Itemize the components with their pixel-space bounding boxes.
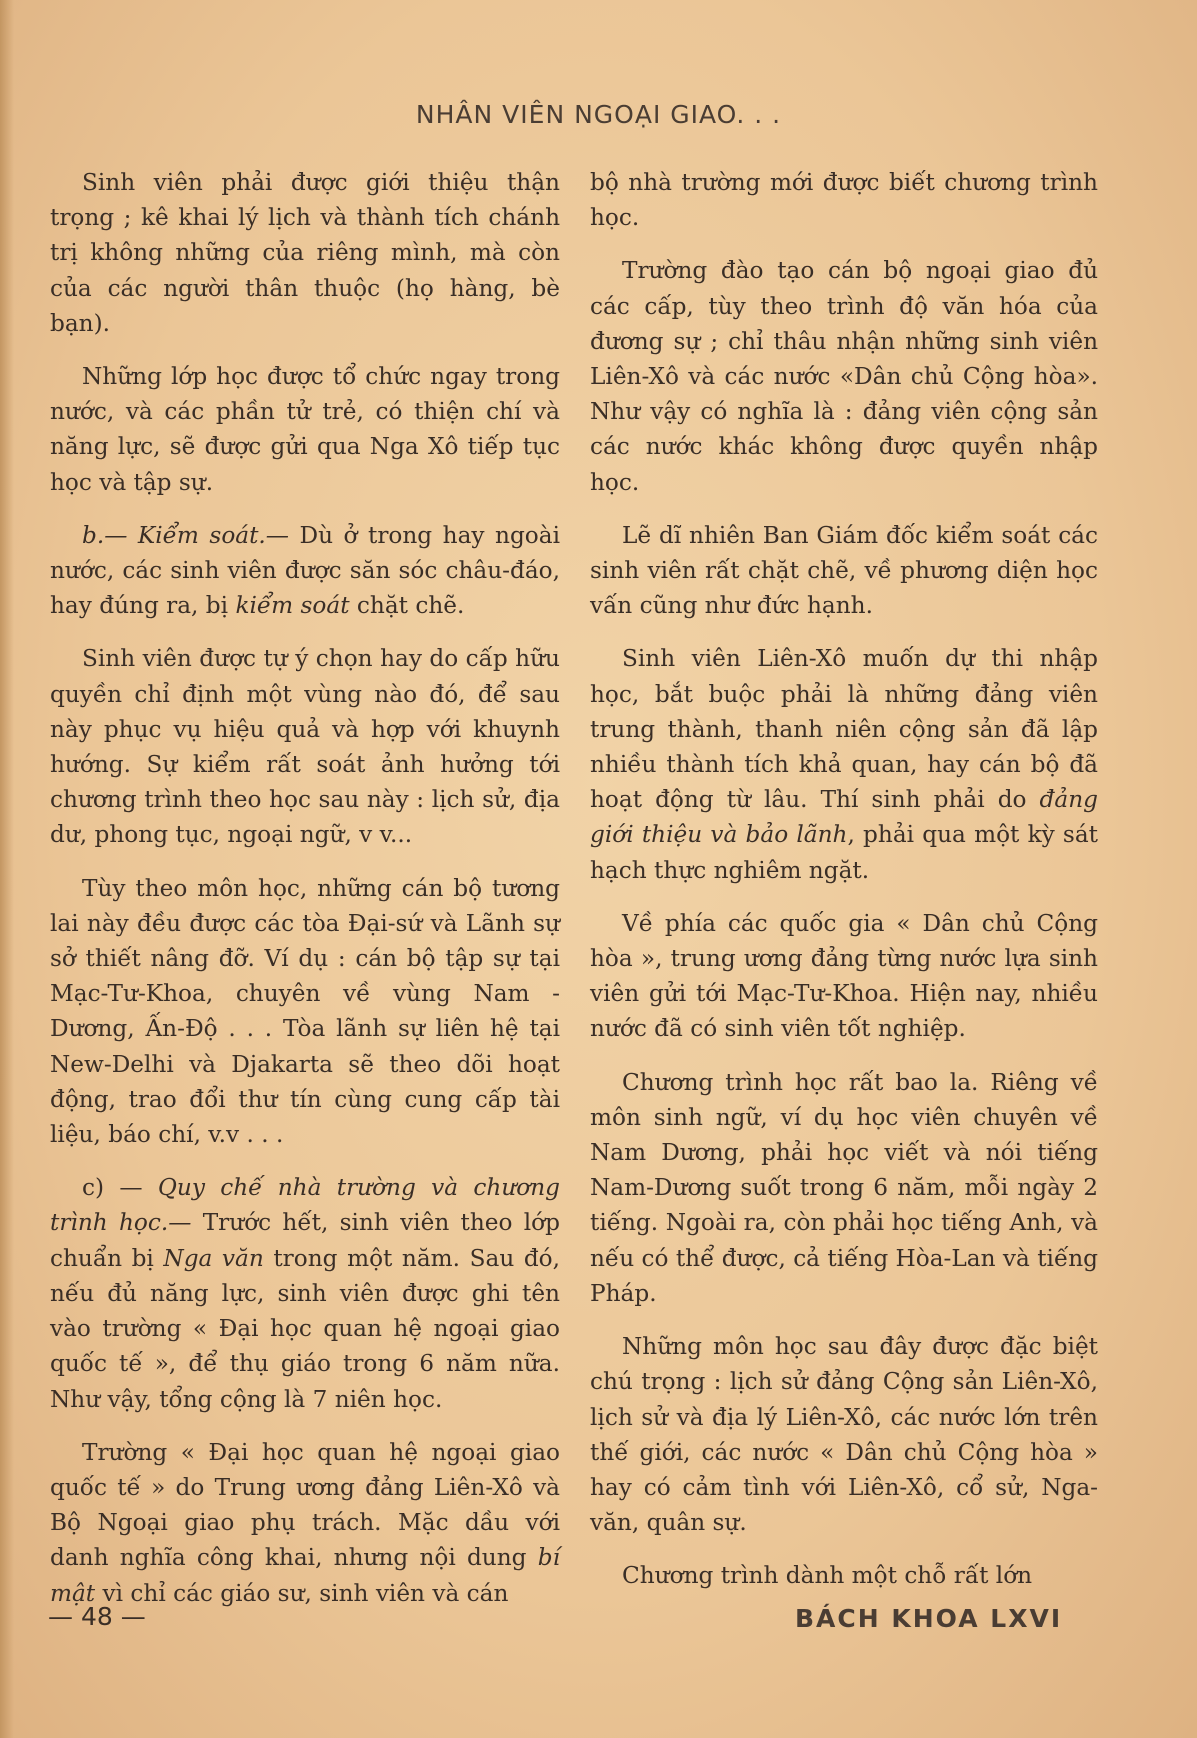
page-number: — 48 —: [48, 1602, 146, 1631]
paragraph-text: trong một năm. Sau đó, nếu đủ năng lực, sinh viên được ghi tên vào trường « Đại học quan hệ ngoại giao quốc tế », để thụ giáo trong 6 năm nữa. Như vậy, tổng cộng là 7 niên học.: [50, 1244, 560, 1413]
paragraph-text: , phải qua một kỳ sát hạch thực nghiêm ngặt.: [590, 821, 1098, 884]
paragraph: Lẽ dĩ nhiên Ban Giám đốc kiểm soát các sinh viên rất chặt chẽ, về phương diện học vấn cũng như đức hạnh.: [590, 521, 1098, 620]
paragraph: Trường đào tạo cán bộ ngoại giao đủ các cấp, tùy theo trình độ văn hóa của đương sự ; chỉ thâu nhận những sinh viên Liên-Xô và các nước «Dân chủ Cộng hòa». Như vậy có nghĩa là : đảng viên cộng sản các nước khác không được quyền nhập học.: [590, 257, 1098, 496]
emphasis: đảng giới thiệu và bảo lãnh: [590, 786, 1098, 849]
section-marker: c) —: [82, 1174, 158, 1202]
emphasis: bí mật: [50, 1544, 560, 1607]
paragraph: [50, 1435, 560, 1611]
paragraph-text: Dù ở trong hay ngoài nước, các sinh viên được săn sóc châu-đáo, hay đúng ra, bị: [50, 521, 560, 620]
journal-title: BÁCH KHOA LXVI: [795, 1604, 1063, 1633]
paragraph-text: Trường « Đại học quan hệ ngoại giao quốc tế » do Trung ương đảng Liên-Xô và Bộ Ngoại giao phụ trách. Mặc dầu với danh nghĩa công khai, nhưng nội dung: [50, 1438, 560, 1572]
paragraph: Chương trình dành một chỗ rất lớn: [622, 1562, 1033, 1590]
left-column: [50, 165, 560, 1611]
paragraph: Tùy theo môn học, những cán bộ tương lai này đều được các tòa Đại-sứ và Lãnh sự sở thiết nâng đỡ. Ví dụ : cán bộ tập sự tại Mạc-Tư-Khoa, chuyên về vùng Nam - Dương, Ấn-Độ . . . Tòa lãnh sự liên hệ tại New-Delhi và Djakarta sẽ theo dõi hoạt động, trao đổi thư tín cùng cung cấp tài liệu, báo chí, v.v . . .: [50, 874, 560, 1149]
paragraph: [590, 641, 1098, 887]
section-heading: Quy chế nhà trường và chương trình học.—: [50, 1174, 560, 1237]
paragraph: Sinh viên phải được giới thiệu thận trọng ; kê khai lý lịch và thành tích chánh trị không những của riêng mình, mà còn của các người thân thuộc (họ hàng, bè bạn).: [50, 169, 560, 337]
paragraph: Chương trình học rất bao la. Riêng về môn sinh ngữ, ví dụ học viên chuyên về Nam Dương, phải học viết và nói tiếng Nam-Dương suốt trong 6 năm, mỗi ngày 2 tiếng. Ngoài ra, còn phải học tiếng Anh, và nếu có thể được, cả tiếng Hòa-Lan và tiếng Pháp.: [590, 1068, 1098, 1307]
paragraph: bộ nhà trường mới được biết chương trình học.: [590, 169, 1098, 232]
paragraph-text: Trước hết, sinh viên theo lớp chuẩn bị: [50, 1209, 560, 1272]
paragraph: [50, 1170, 560, 1416]
paragraph: Về phía các quốc gia « Dân chủ Cộng hòa », trung ương đảng từng nước lựa sinh viên gửi tới Mạc-Tư-Khoa. Hiện nay, nhiều nước đã có sinh viên tốt nghiệp.: [590, 909, 1098, 1043]
section-heading: b.— Kiểm soát.—: [82, 521, 289, 549]
binding-shadow: [0, 0, 14, 1738]
paragraph-text: Sinh viên Liên-Xô muốn dự thi nhập học, bắt buộc phải là những đảng viên trung thành, thanh niên cộng sản đã lập nhiều thành tích khả quan, hay cán bộ đã hoạt động từ lâu. Thí sinh phải do: [590, 645, 1098, 814]
right-column: [590, 165, 1098, 1594]
paragraph: Sinh viên được tự ý chọn hay do cấp hữu quyền chỉ định một vùng nào đó, để sau này phục vụ hiệu quả và hợp với khuynh hướng. Sự kiểm rất soát ảnh hưởng tới chương trình theo học sau này : lịch sử, địa dư, phong tục, ngoại ngữ, v v...: [50, 645, 560, 849]
paragraph: [50, 518, 560, 624]
paragraph: Những môn học sau đây được đặc biệt chú trọng : lịch sử đảng Cộng sản Liên-Xô, lịch sử và địa lý Liên-Xô, các nước lớn trên thế giới, các nước « Dân chủ Cộng hòa » hay có cảm tình với Liên-Xô, cổ sử, Nga-văn, quân sự.: [590, 1333, 1098, 1537]
paragraph-text: vì chỉ các giáo sư, sinh viên và cán: [95, 1579, 509, 1607]
paragraph-text: chặt chẽ.: [349, 592, 465, 620]
emphasis: Nga văn: [163, 1244, 264, 1272]
running-head: NHÂN VIÊN NGOẠI GIAO. . .: [415, 100, 782, 129]
emphasis: kiểm soát: [235, 592, 350, 620]
paragraph: Những lớp học được tổ chức ngay trong nước, và các phần tử trẻ, có thiện chí và năng lực, sẽ được gửi qua Nga Xô tiếp tục học và tập sự.: [50, 363, 560, 496]
